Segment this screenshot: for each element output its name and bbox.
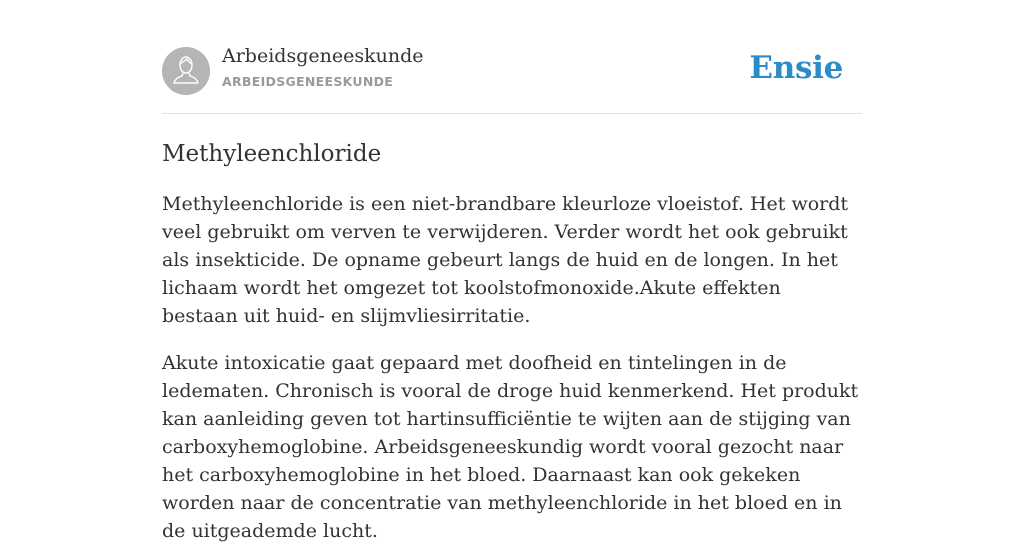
article-header xyxy=(162,0,862,114)
article-title: Methyleenchloride xyxy=(162,141,382,167)
article-paragraph: Akute intoxicatie gaat gepaard met doofheid en tintelingen in de ledematen. Chronisch is vooral de droge huid kenmerkend. Het produkt kan aanleiding geven tot hartinsufficiëntie te wijten aan de stijging van carboxyhemoglobine. Arbeidsgeneeskundig wordt vooral gezocht naar het carboxyhemoglobine in het bloed. Daarnaast kan ook gekeken worden naar de concentratie van methyleenchloride in het bloed en in de uitgeademde lucht. xyxy=(162,352,859,542)
brand-logo[interactable]: Ensie xyxy=(749,50,843,86)
user-silhouette-icon xyxy=(162,47,210,95)
author-avatar[interactable] xyxy=(162,47,210,95)
author-category[interactable]: ARBEIDSGENEESKUNDE xyxy=(222,74,394,89)
page xyxy=(162,0,862,545)
article-paragraph: Methyleenchloride is een niet-brandbare kleurloze vloeistof. Het wordt veel gebruikt om verven te verwijderen. Verder wordt het ook gebruikt als insekticide. De opname gebeurt langs de huid en de longen. In het lichaam wordt het omgezet tot koolstofmonoxide.Akute effekten bestaan uit huid- en slijmvliesirritatie. xyxy=(162,193,849,327)
author-name[interactable]: Arbeidsgeneeskunde xyxy=(222,45,424,67)
